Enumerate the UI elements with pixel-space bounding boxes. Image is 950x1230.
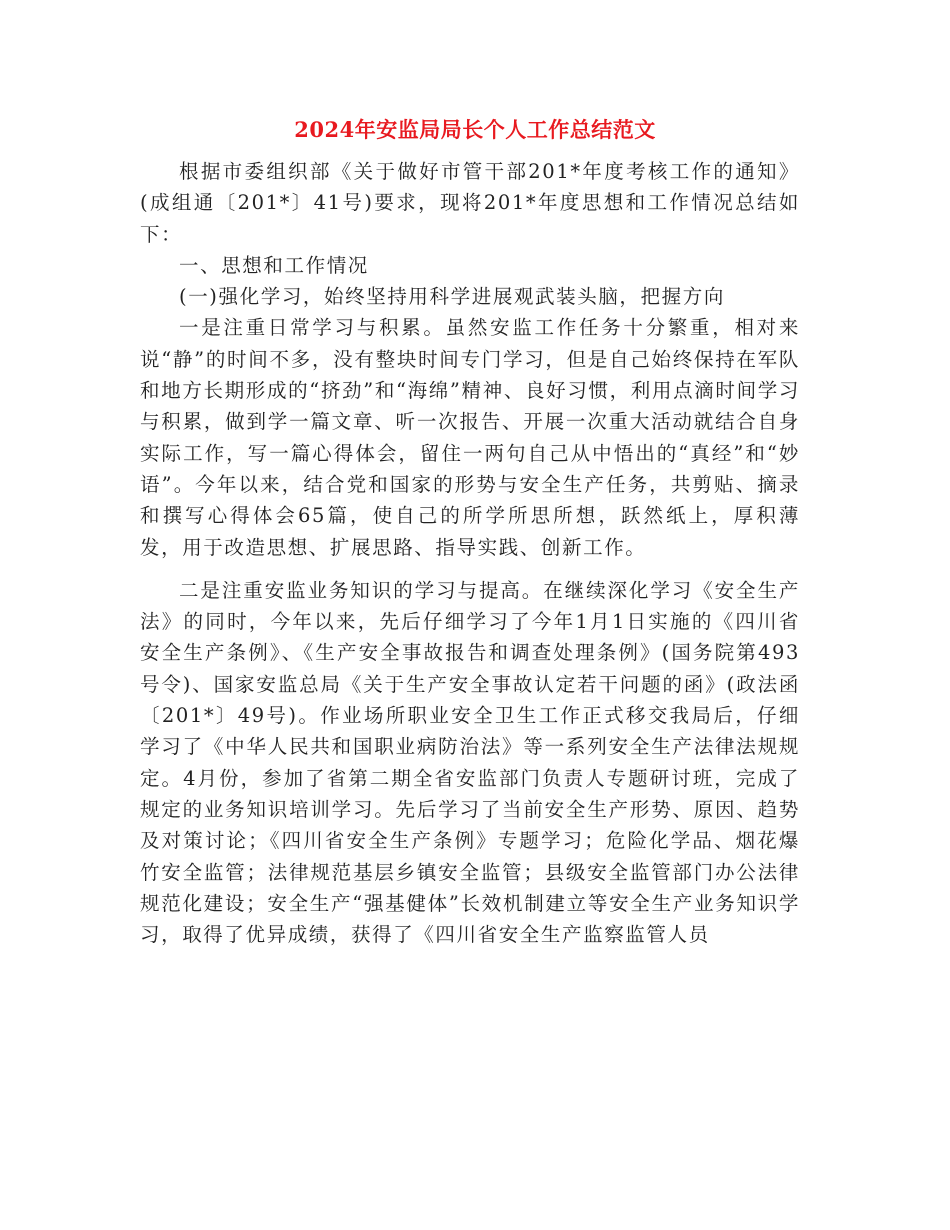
section-heading: 一、思想和工作情况 bbox=[179, 253, 369, 277]
subsection-heading: (一)强化学习，始终坚持用科学进展观武装头脑，把握方向 bbox=[179, 285, 725, 309]
paragraph-daily-study: 一是注重日常学习与积累。虽然安监工作任务十分繁重，相对来说“静”的时间不多，没有整块时间专门学习，但是自己始终保持在军队和地方长期形成的“挤劲”和“海绵”精神、良好习惯，利用点滴时间学习与积累，做到学一篇文章、听一次报告、开展一次重大活动就结合自身实际工作，写一篇心得体会，留住一两句自己从中悟出的“真经”和“妙语”。今年以来，结合党和国家的形势与安全生产任务，共剪贴、摘录和撰写心得体会65篇，使自己的所学所思所想，跃然纸上，厚积薄发，用于改造思想、扩展思路、指导实践、创新工作。 bbox=[140, 316, 800, 559]
paragraph-business-study: 二是注重安监业务知识的学习与提高。在继续深化学习《安全生产法》的同时，今年以来，先后仔细学习了今年1月1日实施的《四川省安全生产条例》、《生产安全事故报告和调查处理条例》(国务院第493号令)、国家安监总局《关于生产安全事故认定若干问题的函》(政法函〔201*〕49号)。作业场所职业安全卫生工作正式移交我局后，仔细学习了《中华人民共和国职业病防治法》等一系列安全生产法律法规规定。4月份，参加了省第二期全省安监部门负责人专题研讨班，完成了规定的业务知识培训学习。先后学习了当前安全生产形势、原因、趋势及对策讨论；《四川省安全生产条例》专题学习；危险化学品、烟花爆竹安全监管；法律规范基层乡镇安全监管；县级安全监管部门办公法律规范化建设；安全生产“强基健体”长效机制建立等安全生产业务知识学习，取得了优异成绩，获得了《四川省安全生产监察监管人员 bbox=[140, 578, 800, 947]
document-title: 2024年安监局局长个人工作总结范文 bbox=[294, 117, 656, 142]
paragraph-intro: 根据市委组织部《关于做好市管干部201*年度考核工作的通知》(成组通〔201*〕41号)要求，现将201*年度思想和工作情况总结如下： bbox=[140, 160, 800, 246]
document-body bbox=[140, 156, 800, 950]
